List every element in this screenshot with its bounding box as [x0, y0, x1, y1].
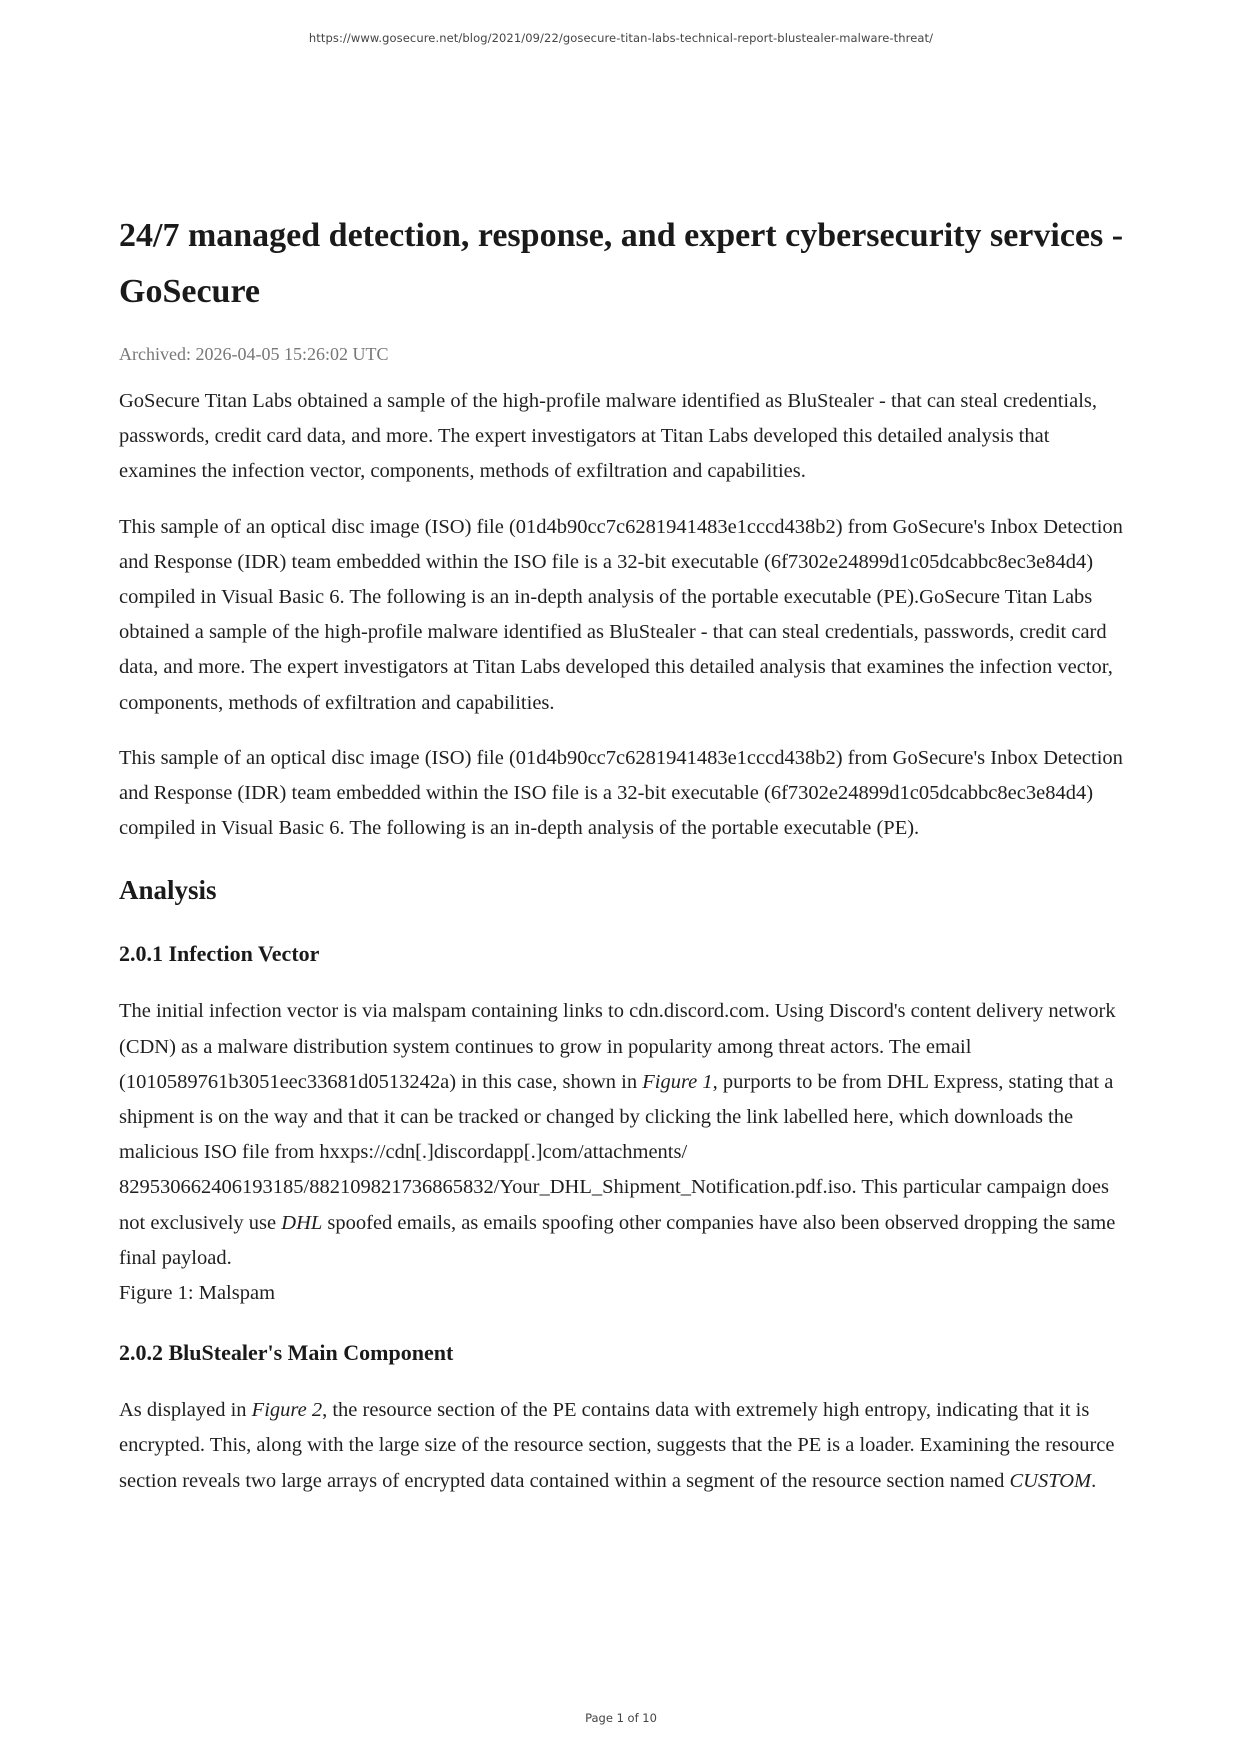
source-url: https://www.gosecure.net/blog/2021/09/22/gosecure-titan-labs-technical-report-blustealer-malware-threat/: [308, 31, 934, 45]
text-run: .: [1091, 1469, 1097, 1492]
archived-timestamp: Archived: 2026-04-05 15:26:02 UTC: [119, 344, 389, 364]
figure-1-reference: Figure 1: [642, 1070, 713, 1093]
dhl-emphasis: DHL: [281, 1211, 323, 1234]
main-component-paragraph: [119, 1393, 1129, 1499]
text-run: , the resource section of the PE contains data with extremely high entropy, indicating that it is encrypted. This, along with the large size of the resource section, suggests that the PE is a loader. Examining the resource section reveals two large arrays of encrypted data contained within a segment of the resource section named: [119, 1399, 1115, 1492]
page-number: Page 1 of 10: [585, 1711, 657, 1725]
custom-segment-name: CUSTOM: [1009, 1469, 1092, 1492]
text-run: . This particular campaign does not exclusively use: [119, 1176, 1110, 1234]
text-run: The initial infection vector is via malspam containing links to cdn.discord.com. Using Discord's content delivery network (CDN) as a malware distribution system continues to grow in popularity among threat actors. The email (1010589761b3051eec33681d0513242a) in this case, shown in: [119, 1000, 1116, 1093]
figure-1-caption: Figure 1: Malspam: [119, 1282, 276, 1305]
text-run: As displayed in: [119, 1399, 252, 1422]
intro-paragraph-1: GoSecure Titan Labs obtained a sample of the high-profile malware identified as BluStealer - that can steal credentials, passwords, credit card data, and more. The expert investigators at Titan Labs developed this detailed analysis that examines the infection vector, components, methods of exfiltration and capabilities.: [119, 390, 1097, 483]
iso-download-url: 829530662406193185/882109821736865832/Your_DHL_Shipment_Notification.pdf.iso: [119, 1176, 852, 1199]
intro-paragraph-3: This sample of an optical disc image (ISO) file (01d4b90cc7c6281941483e1cccd438b2) from GoSecure's Inbox Detection and Response (IDR) team embedded within the ISO file is a 32-bit executable (6f7302e24899d1c05dcabbc8ec3e84d4) compiled in Visual Basic 6. The following is an in-depth analysis of the portable executable (PE).: [119, 746, 1123, 840]
main-component-heading: 2.0.2 BluStealer's Main Component: [119, 1340, 454, 1366]
analysis-heading: Analysis: [119, 875, 217, 906]
intro-paragraph-2: This sample of an optical disc image (ISO) file (01d4b90cc7c6281941483e1cccd438b2) from GoSecure's Inbox Detection and Response (IDR) team embedded within the ISO file is a 32-bit executable (6f7302e24899d1c05dcabbc8ec3e84d4) compiled in Visual Basic 6. The following is an in-depth analysis of the portable executable (PE).GoSecure Titan Labs obtained a sample of the high-profile malware identified as BluStealer - that can steal credentials, passwords, credit card data, and more. The expert investigators at Titan Labs developed this detailed analysis that examines the infection vector, components, methods of exfiltration and capabilities.: [119, 515, 1123, 714]
figure-2-reference: Figure 2: [251, 1399, 323, 1422]
infection-vector-paragraph: [119, 994, 1129, 1276]
text-run: spoofed emails, as emails spoofing other companies have also been observed dropping the same final payload.: [119, 1211, 1116, 1269]
document-body: [119, 208, 1129, 1499]
text-run: , purports to be from DHL Express, stating that a shipment is on the way and that it can be tracked or changed by clicking the link labelled here, which downloads the malicious ISO file from hxxps://cdn[.]discordapp[.]com/attachments/: [119, 1070, 1114, 1164]
infection-vector-heading: 2.0.1 Infection Vector: [119, 941, 320, 967]
page-title: 24/7 managed detection, response, and expert cybersecurity services - GoSecure: [119, 217, 1124, 310]
